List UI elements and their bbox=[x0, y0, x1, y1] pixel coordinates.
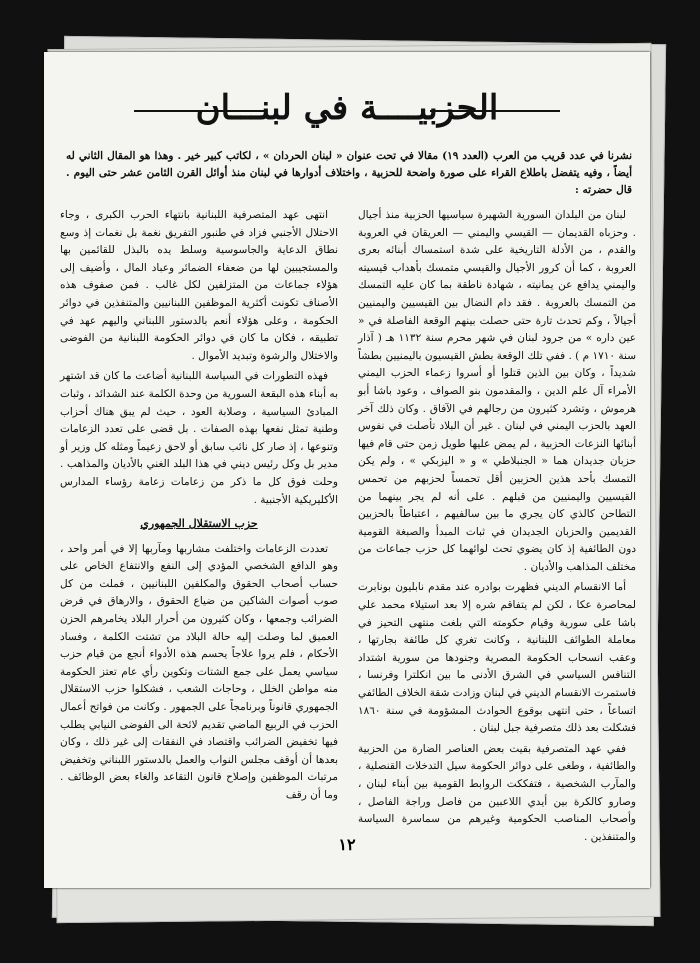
page-number: ١٢ bbox=[338, 835, 356, 854]
left-column bbox=[60, 207, 338, 808]
article-intro: نشرنا في عدد قريب من العرب (العدد ١٩) مقالا في تحت عنوان « لبنان الحردان » ، لكاتب كبير خير . وهذا هو المقال الثاني له أيضاً ، وفيه يتفضل باطلاع القراء على صورة واضحة للحزبية ، واختلاف أدوارها في لبنان منذ أوائل القرن الثامن عشر حتى اليوم . قال حضرته : bbox=[66, 150, 632, 196]
paragraph: فهذه التطورات في السياسة اللبنانية أضاعت ما كان قد اشتهر به أبناء هذه البقعة السورية من وحدة الكلمة عند الشدائد ، وثبات المبادئ السياسية ، وصلابة العود ، حيث لم يبق هناك أحزاب وطنية تمثل نفعها بهذه الصفات . بل قضى على تعدد الزعامات وتنوعها ، إذ صار كل نائب سابق أو لاحق زعيماً ومثله كل وزير أو مدير بل وكل رئيس ديني في هذا البلد الغني بالأديان والمذاهب . وحلت فوق كل ما ذكر من زعامات زعامة رؤساء المدارس الأكليريكية الأجنبية . bbox=[60, 370, 338, 506]
article-title: الحزبيــــة في لبنـــان bbox=[195, 88, 499, 128]
section-subheading: حزب الاستقلال الجمهوري bbox=[140, 517, 258, 531]
document-page bbox=[44, 52, 650, 888]
paragraph: لبنان من البلدان السورية الشهيرة سياسيها الحزبية منذ أجيال . وحزباه القديمان — القيسي واليمني — العريقان في العروبة والقدم ، من الأدلة التاريخية على شدة استمساك أبنائه بعرى العروبة ، كما أن كرور الأجيال والقيسي متمسك بأهداب قيسيته واليمني يدافع عن يمانيته ، شهادة ناطقة بما كان عليه التمسك من التمسك بالعروبة . فقد دام النضال بين القيسيين واليمنيين أجيالاً ، وكم تحدث تارة حتى حصلت بينهم الوقعة الفاصلة في « عين داره » من جرود لبنان في شهر محرم سنة ١١٣٢ هـ ( آذار سنة ١٧١٠ م ) . ففي تلك الوقعة بطش القيسيون باليمنيين بطشاً شديداً ، وكان بين الذين قتلوا أو أسروا زعماء الحزب اليمني الأمراء آل علم الدين ، والمقدمون بنو الصواف ، وعود باشا أبو هرموش ، وتشرد كثيرون من رجالهم في الآفاق . وكان ذلك آخر العهد بالحزب اليمني في لبنان . غير أن البلاد تأصلت في نفوس أبنائها النزعات الحزبية ، لم يمض عليها طويل زمن حتى قام فيها حزبان جديدان هما « الجنبلاطي » و « اليزبكي » ، ولم يكن التمسك بأحد هذين الحزبين أقل تحمساً لحزبهم من تحمس القيسيين واليمنيين من قبلهم . على أنه لم يجر بينهما من التطاحن كالذي كان يجري ما بين سالفيهم ، اعتباطاً بالحزبين القديمين والحزبان الجديدان في ثبات المبدأ والصبغة القومية دون الطائفية إذ كان يضوي تحت لوائهما كل حزب جماعات من مختلف المذاهب والأديان . bbox=[358, 209, 637, 573]
paragraph: ففي عهد المتصرفية بقيت بعض العناصر الضارة من الحزبية والطائفية ، وطغى على دوائر الحكومة سيل التدخلات القنصلية ، والمآرب الشخصية ، فتفككت الروابط القومية بين أبناء لبنان ، وصارو كالكرة بين أيدي اللاعبين من فاصل وراجة الفاصل ، وأصحاب المناصب الحكومية وغيرهم من سماسرة السياسة والمتنفذين . bbox=[358, 742, 636, 843]
paragraph: انتهى عهد المتصرفية اللبنانية بانتهاء الحرب الكبرى ، وجاء الاحتلال الأجنبي فزاد في طنبور التفريق نغمة بل نغمات إذ وسع نطاق الدعاية والجاسوسية وسلط يده بالبذل للقائمين بها والمستجيبين لها من ضعفاء الضمائر وعباد المال ، وأضيف إلى هؤلاء جماعات من المتزلفين لكل غالب . فمن صفوف هذه الأصناف تكونت أكثرية الموظفين اللبنانيين والمتنفذين في دوائر الحكومة ، وعلى هؤلاء أنعم بالدستور اللبناني واليهم عهد في تطبيقه ، فكان ما كان في دوائر الحكومة اللبنانية من الفوضى والاختلال والرشوة وتبديد الأموال . bbox=[60, 209, 338, 362]
paragraph: تعددت الزعامات واختلفت مشاربها ومآربها إلا في أمر واحد ، وهو الدافع الشخصي المؤدي إلى النفع والانتفاع الخاص على حساب أصحاب الحقوق والمكلفين اللبنانيين ، فملت من كل صوب أصوات الشاكين من ضياع الحقوق ، والارهاق في فرض الضرائب وجمعها ، وكان كثيرون من أحرار البلاد يخامرهم الحزن العميق لما وصلت إليه حالة البلاد من تشتت الكلمة ، وفساد الأحكام ، فلم يروا علاجاً يحسم هذه الأدواء أنجع من قيام حزب سياسي يعمل على جمع الشتات وتكوين رأي عام تعتز الحكومة منه مواطن الخلل ، وحاجات الشعب ، فشكلوا حزب الاستقلال الجمهوري قانوناً وبرنامجاً على الجمهور . وكانت من فواتح أعمال الحزب في الربيع الماضي تقديم لائحة الى الفوضى النيابي يطلب فيها تخفيض الضرائب واقتصاد في النفقات إلى غير ذلك ، وكان بعدها أن أوقف مجلس النواب والعمل بالدستور اللبناني وتخفيض مرتبات الموظفين وإصلاح قانون التقاعد والغاء بعض الوظائف . وما أن رقف bbox=[60, 542, 338, 801]
paragraph: أما الانقسام الديني فظهرت بوادره عند مقدم نابليون بونابرت لمحاصرة عكا ، لكن لم يتفاقم شره إلا بعد استيلاء محمد علي باشا على سورية وقيام حكومته التي بلغت منتهى التحيز في معاملة الطوائف اللبنانية ، وكانت تغري كل طائفة بجارتها ، وعقب انسحاب الحكومة المصرية وجنودها من سورية اشتداد التنافس السياسي في الشرق الأدنى ما بين انكلترا وفرنسا ، فاستمرت الانقسام الديني في لبنان وزادت شقة الخلاف الطائفي اتساعاً ، حتى انتهى بوقوع الحوادث المشؤومة في سنة ١٨٦٠ فشكلت بعد ذلك متصرفية جبل لبنان . bbox=[358, 581, 636, 735]
right-column bbox=[358, 207, 636, 849]
